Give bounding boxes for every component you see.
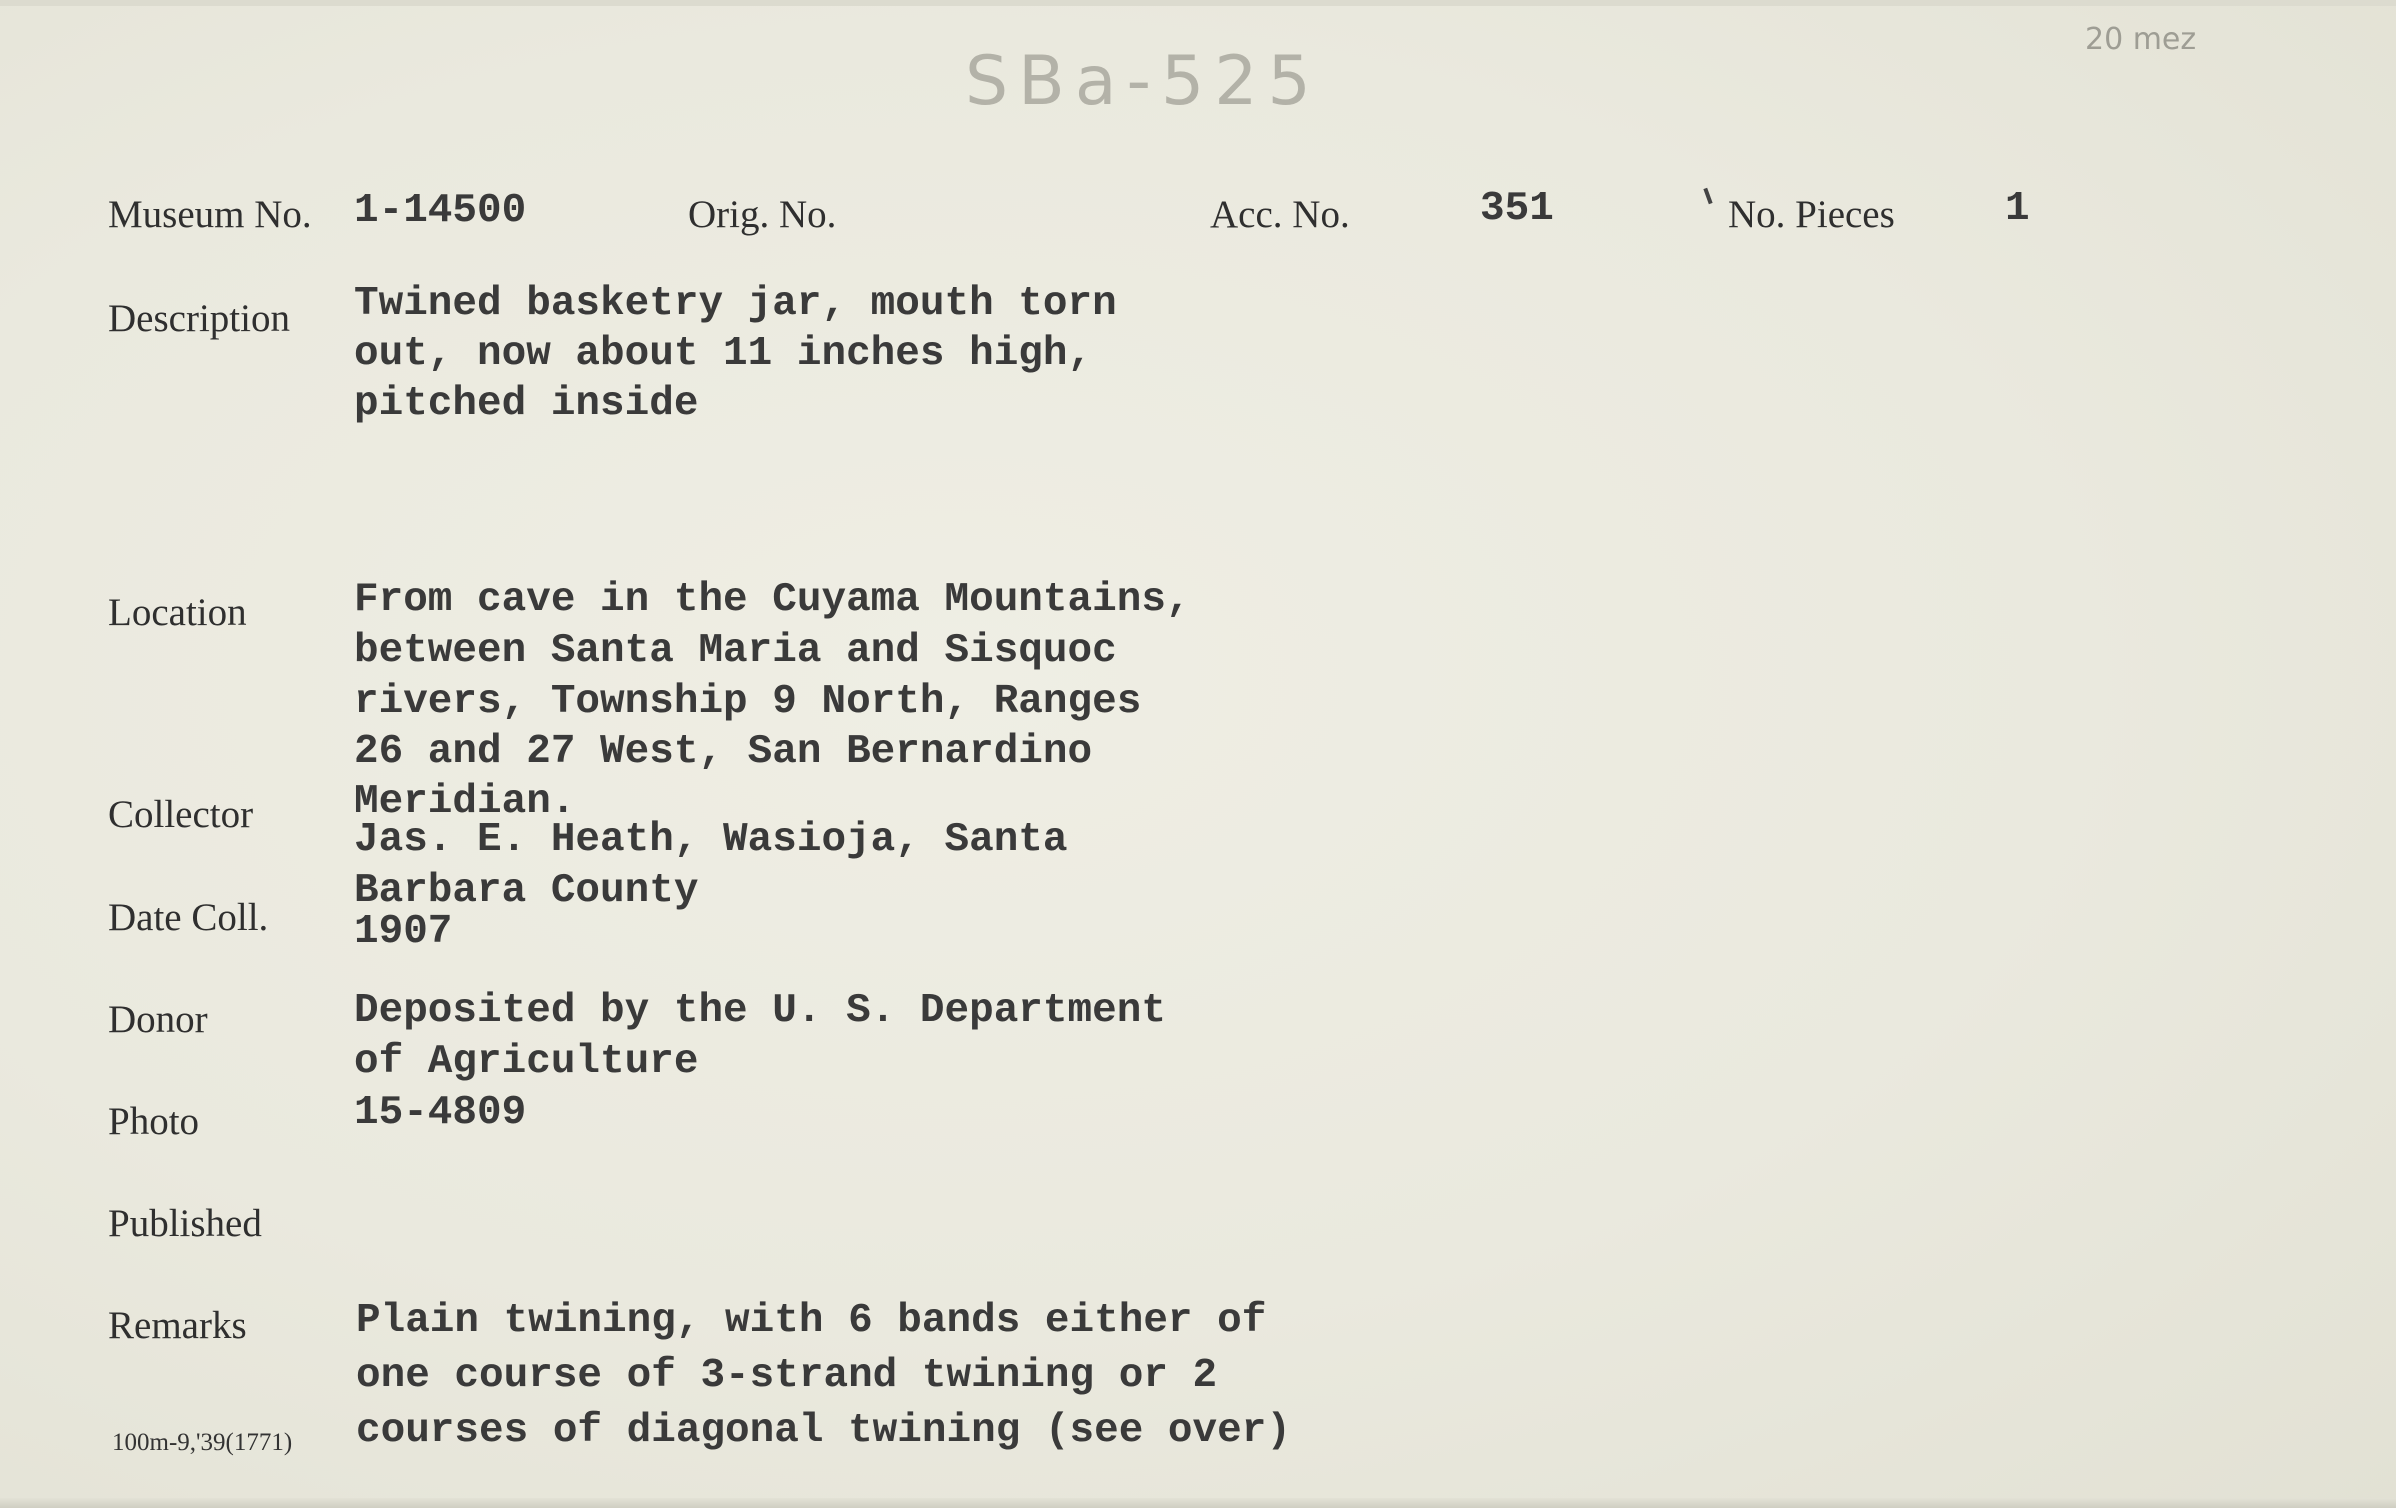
published-label: Published [108, 1202, 262, 1245]
location-line: From cave in the Cuyama Mountains, [354, 577, 1191, 623]
description-line: pitched inside [354, 381, 699, 427]
donor-line: of Agriculture [354, 1039, 699, 1085]
handwritten-corner-note: 20 mez [2085, 22, 2197, 57]
handwritten-site-number: SBa-525 [965, 42, 1321, 121]
acc-no-label: Acc. No. [1210, 193, 1350, 236]
print-code: 100m-9,'39(1771) [112, 1429, 293, 1456]
donor-label: Donor [108, 998, 208, 1041]
location-line: 26 and 27 West, San Bernardino [354, 729, 1093, 775]
location-line: between Santa Maria and Sisquoc [354, 628, 1117, 674]
card-top-edge [0, 0, 2396, 6]
remarks-label: Remarks [108, 1304, 247, 1347]
collector-label: Collector [108, 793, 254, 836]
acc-no-value: 351 [1480, 186, 1554, 232]
photo-value: 15-4809 [354, 1090, 527, 1136]
orig-no-label: Orig. No. [688, 193, 837, 236]
museum-no-value: 1-14500 [354, 188, 527, 234]
date-coll-value: 1907 [354, 909, 453, 955]
remarks-line: courses of diagonal twining (see over) [356, 1408, 1291, 1454]
remarks-line: one course of 3-strand twining or 2 [356, 1353, 1218, 1399]
no-pieces-value: 1 [2005, 186, 2030, 232]
location-line: Meridian. [354, 779, 576, 825]
no-pieces-label: No. Pieces [1728, 193, 1895, 236]
collector-line: Jas. E. Heath, Wasioja, Santa [354, 817, 1068, 863]
tick-mark [1703, 188, 1712, 204]
location-label: Location [108, 591, 247, 634]
date-coll-label: Date Coll. [108, 896, 269, 939]
photo-label: Photo [108, 1100, 200, 1143]
donor-line: Deposited by the U. S. Department [354, 988, 1166, 1034]
remarks-line: Plain twining, with 6 bands either of [356, 1298, 1267, 1344]
description-line: Twined basketry jar, mouth torn [354, 281, 1117, 327]
description-line: out, now about 11 inches high, [354, 331, 1093, 377]
location-line: rivers, Township 9 North, Ranges [354, 679, 1142, 725]
card-bottom-edge [0, 1498, 2396, 1508]
collector-line: Barbara County [354, 868, 699, 914]
description-label: Description [108, 297, 290, 340]
museum-no-label: Museum No. [108, 193, 312, 236]
